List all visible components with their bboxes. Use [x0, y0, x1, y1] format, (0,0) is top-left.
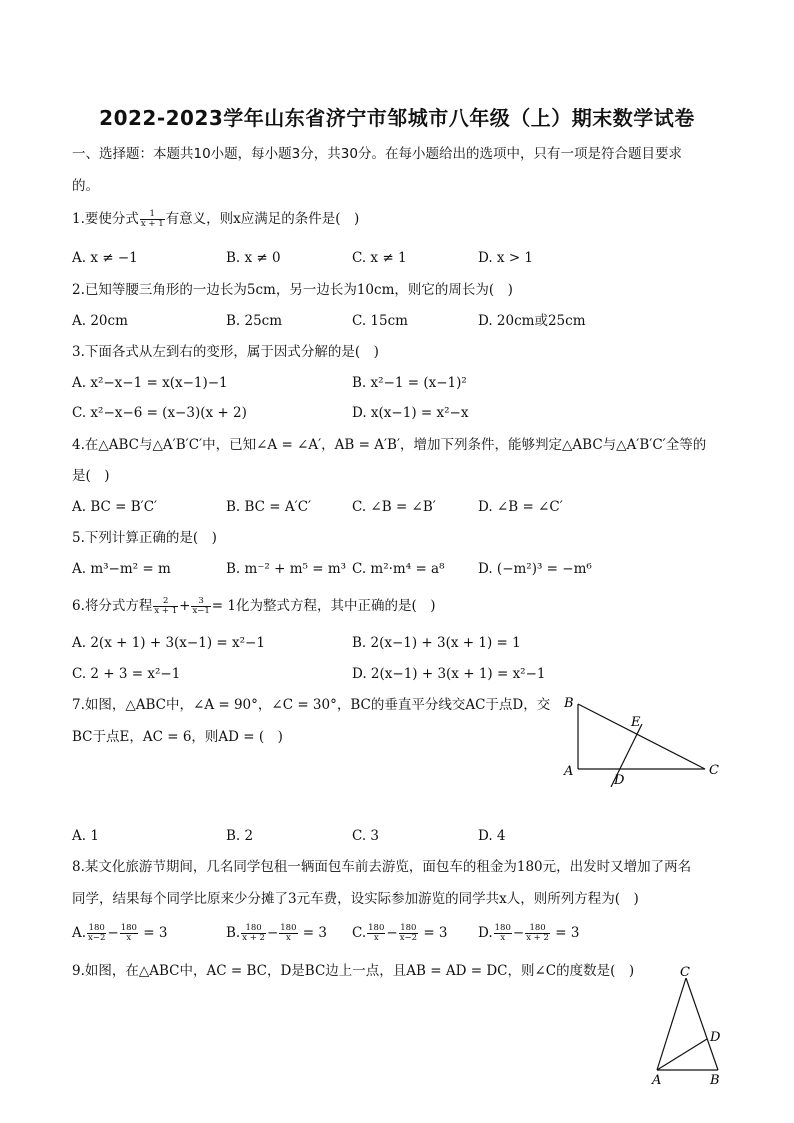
q9-label-c: C — [680, 965, 690, 980]
q1-option-d: D. x > 1 — [478, 250, 534, 266]
section-instructions-line1: 一、选择题：本题共10小题，每小题3分，共30分。在每小题给出的选项中，只有一项是符合题目要求 — [72, 146, 682, 162]
q8-c-label: C. — [352, 925, 367, 941]
q2-option-d: D. 20cm或25cm — [478, 313, 586, 329]
q6-f1-den: x + 1 — [154, 606, 178, 616]
q8-d-frac2 — [525, 924, 550, 943]
q8-c-frac2 — [399, 924, 418, 943]
q8-b-minus: − — [266, 925, 279, 941]
q8-c-frac2-num: 180 — [400, 923, 417, 933]
q7-triangle-figure — [555, 690, 735, 800]
q2-stem: 2.已知等腰三角形的一边长为5cm，另一边长为10cm，则它的周长为( ) — [72, 282, 513, 298]
q8-stem-line2: 同学，结果每个同学比原来少分摊了3元车费，设实际参加游览的同学共x人，则所列方程为( ) — [72, 891, 639, 907]
q8-a-minus: − — [107, 925, 119, 941]
q5-option-c: C. m²·m⁴ = a⁸ — [352, 561, 445, 577]
q8-d-frac1 — [494, 924, 512, 943]
q8-a-rhs: = 3 — [143, 925, 168, 941]
q5-option-d: D. (−m²)³ = −m⁶ — [478, 561, 592, 577]
q1-option-c: C. x ≠ 1 — [352, 250, 407, 266]
q1-fraction — [140, 210, 165, 229]
q3-option-c: C. x²−x−6 = (x−3)(x + 2) — [72, 405, 247, 421]
q8-b-rhs: = 3 — [302, 925, 327, 941]
q6-f2-num: 3 — [191, 597, 210, 607]
q6-f1-num: 2 — [153, 597, 178, 607]
q9-segment-ad — [657, 1039, 707, 1070]
q8-c-frac1-den: x — [373, 933, 379, 943]
q7-option-a: A. 1 — [72, 828, 99, 844]
q8-option-d — [478, 924, 579, 943]
q4-option-c: C. ∠B = ∠B′ — [352, 499, 436, 515]
q4-stem-line1: 4.在△ABC与△A′B′C′中，已知∠A = ∠A′，AB = A′B′，增加下列条件，能够判定△ABC与△A′B′C′全等的 — [72, 437, 707, 453]
exam-title: 2022-2023学年山东省济宁市邹城市八年级（上）期末数学试卷 — [99, 106, 695, 130]
q8-option-b — [226, 924, 327, 943]
q8-option-a — [72, 924, 167, 943]
q2-option-b: B. 25cm — [226, 313, 283, 329]
q6-option-a: A. 2(x + 1) + 3(x−1) = x²−1 — [72, 635, 265, 651]
q3-option-d: D. x(x−1) = x²−x — [352, 405, 469, 421]
q9-triangle-figure — [640, 960, 740, 1090]
q2-option-c: C. 15cm — [352, 313, 408, 329]
q7-label-b: B — [564, 696, 574, 711]
q8-a-frac2 — [120, 924, 138, 943]
q6-plus: + — [179, 598, 191, 614]
q9-stem: 9.如图，在△ABC中，AC = BC，D是BC边上一点，且AB = AD = DC，则∠C的度数是( ) — [72, 963, 635, 979]
q9-side-bc — [686, 978, 718, 1070]
q7-label-c: C — [709, 763, 719, 778]
q8-option-c — [352, 924, 448, 943]
q8-d-frac2-den: x + 2 — [526, 933, 549, 943]
q8-b-frac2 — [279, 924, 297, 943]
q8-a-frac2-num: 180 — [120, 923, 137, 933]
q3-option-a: A. x²−x−1 = x(x−1)−1 — [72, 375, 228, 391]
section-instructions-line2: 的。 — [72, 178, 99, 194]
q5-option-b: B. m⁻² + m⁵ = m³ — [226, 561, 347, 577]
q5-option-a: A. m³−m² = m — [72, 561, 171, 577]
q6-stem-pre: 6.将分式方程 — [72, 598, 153, 614]
q9-side-ac — [657, 978, 686, 1070]
q9-label-b: B — [710, 1073, 720, 1088]
q8-a-frac1-den: x−2 — [88, 933, 106, 943]
q1-option-b: B. x ≠ 0 — [226, 250, 281, 266]
q8-b-frac2-den: x — [285, 933, 291, 943]
q8-b-frac1-den: x + 2 — [242, 933, 265, 943]
q1-stem-pre: 1.要使分式 — [72, 211, 139, 227]
q1-frac-num: 1 — [140, 210, 165, 220]
q6-f2-den: x−1 — [192, 606, 210, 616]
q1-option-a: A. x ≠ −1 — [72, 250, 138, 266]
q9-label-d: D — [710, 1030, 721, 1045]
q2-option-a: A. 20cm — [72, 313, 128, 329]
q8-d-frac2-num: 180 — [525, 924, 550, 934]
q8-c-rhs: = 3 — [423, 925, 448, 941]
q7-label-a: A — [564, 764, 574, 779]
q5-stem: 5.下列计算正确的是( ) — [72, 530, 217, 546]
q4-option-a: A. BC = B′C′ — [72, 499, 158, 515]
q8-a-label: A. — [72, 925, 87, 941]
q7-stem-line2: BC于点E，AC = 6，则AD = ( ) — [72, 729, 283, 745]
q3-stem: 3.下面各式从左到右的变形，属于因式分解的是( ) — [72, 344, 379, 360]
q4-stem-line2: 是( ) — [72, 468, 110, 484]
q7-option-c: C. 3 — [352, 828, 380, 844]
q8-d-label: D. — [478, 925, 493, 941]
q6-option-b: B. 2(x−1) + 3(x + 1) = 1 — [352, 635, 521, 651]
q7-label-d: D — [614, 773, 625, 788]
q6-option-c: C. 2 + 3 = x²−1 — [72, 666, 181, 682]
q8-d-frac1-den: x — [500, 933, 506, 943]
q8-stem-line1: 8.某文化旅游节期间，几名同学包租一辆面包车前去游览，面包车的租金为180元，出发时又增加了两名 — [72, 859, 692, 875]
q8-a-frac1 — [87, 924, 106, 943]
q8-b-label: B. — [226, 925, 241, 941]
q6-stem-post: = 1化为整式方程，其中正确的是( ) — [211, 598, 436, 614]
q8-a-frac2-den: x — [126, 933, 132, 943]
q3-option-b: B. x²−1 = (x−1)² — [352, 375, 467, 391]
q8-c-minus: − — [386, 925, 398, 941]
q8-a-frac1-num: 180 — [88, 923, 105, 933]
q8-c-frac1 — [367, 924, 385, 943]
q1-stem-post: 有意义，则x应满足的条件是( ) — [165, 211, 360, 227]
q8-c-frac2-den: x−2 — [399, 933, 418, 943]
q8-b-frac1-num: 180 — [241, 924, 266, 934]
q9-label-a: A — [652, 1073, 662, 1088]
q8-d-minus: − — [512, 925, 525, 941]
q8-b-frac2-num: 180 — [280, 923, 297, 933]
q8-c-frac1-num: 180 — [368, 923, 385, 933]
q1-stem — [72, 210, 359, 229]
q6-fraction-1 — [153, 597, 178, 616]
q7-option-b: B. 2 — [226, 828, 254, 844]
q4-option-d: D. ∠B = ∠C′ — [478, 499, 563, 515]
q8-d-rhs: = 3 — [555, 925, 580, 941]
q1-frac-den: x + 1 — [140, 219, 164, 229]
q7-label-e: E — [631, 715, 641, 730]
q6-fraction-2 — [191, 597, 210, 616]
q7-stem-line1: 7.如图，△ABC中，∠A = 90°，∠C = 30°，BC的垂直平分线交AC于点D，交 — [72, 697, 551, 713]
q8-b-frac1 — [241, 924, 266, 943]
q4-option-b: B. BC = A′C′ — [226, 499, 312, 515]
q7-side-bc — [578, 704, 705, 769]
q6-stem — [72, 597, 436, 616]
q6-option-d: D. 2(x−1) + 3(x + 1) = x²−1 — [352, 666, 546, 682]
q8-d-frac1-num: 180 — [494, 923, 511, 933]
q7-option-d: D. 4 — [478, 828, 506, 844]
